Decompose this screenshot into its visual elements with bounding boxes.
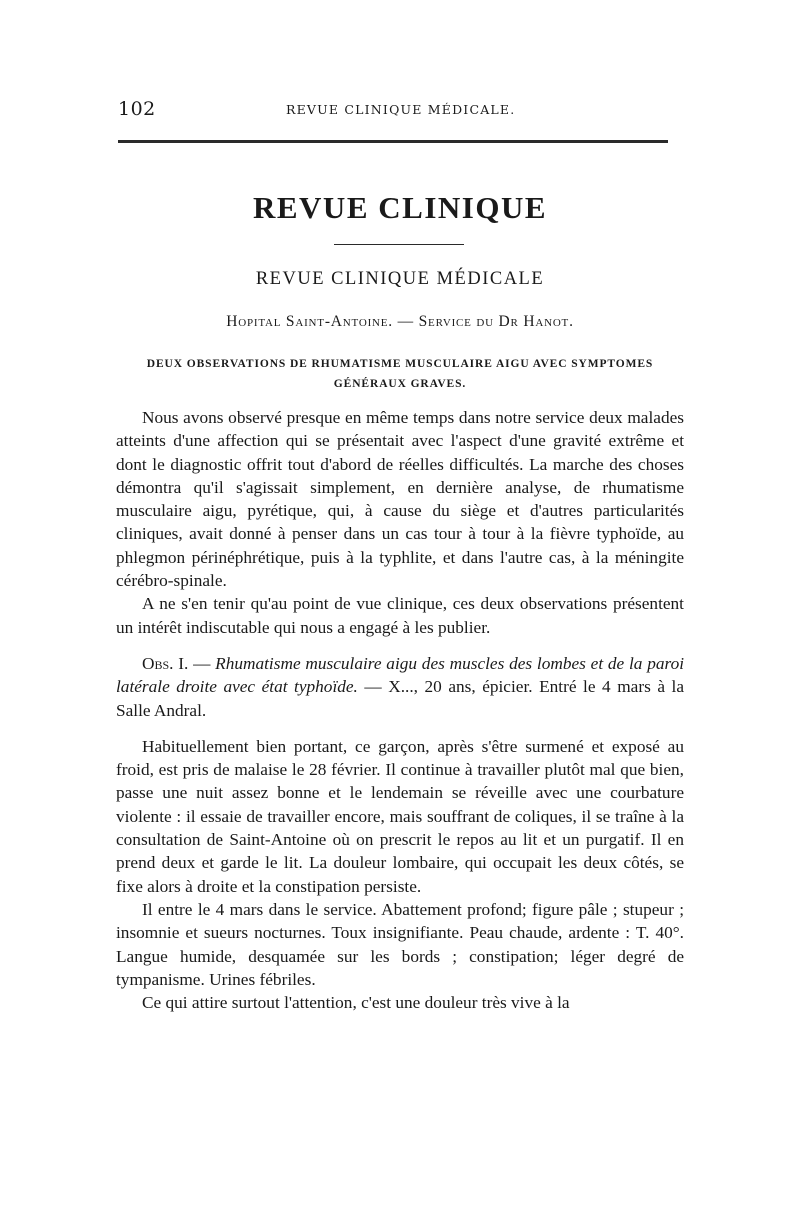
paragraph-interest: A ne s'en tenir qu'au point de vue clinique, ces deux observations présentent un intérêt indiscutable qui nous a engagé à les publier. bbox=[116, 594, 684, 637]
article-body bbox=[116, 406, 684, 1014]
paragraph-intro: Nous avons observé presque en même temps dans notre service deux malades atteints d'une affection qui se présentait avec l'aspect d'une gravité extrême et dont le diagnostic offrit tout d'abord de réelles difficultés. La marche des choses démontra qu'il s'agissait simplement, en dernière analyse, de rhumatisme musculaire aigu, pyrétique, qui, à cause du siège et d'autres particularités cliniques, avait donné à penser dans un cas tour à tour à la fièvre typhoïde, au phlegmon périnéphrétique, puis à la typhlite, et dans l'autre cas, à la méningite cérébro-spinale. bbox=[116, 408, 684, 591]
running-title: REVUE CLINIQUE MÉDICALE. bbox=[286, 102, 516, 117]
paragraph-pain: Ce qui attire surtout l'attention, c'est une douleur très vive à la bbox=[142, 993, 570, 1013]
section-title: REVUE CLINIQUE bbox=[252, 190, 548, 225]
paragraph-admission: Il entre le 4 mars dans le service. Abattement profond; figure pâle ; stupeur ; insomnie et sueurs nocturnes. Toux insignifiante. Peau chaude, ardente : T. 40°. Langue humide, desquamée sur les bords ; constipation; léger degré de tympanisme. Urines fébriles. bbox=[116, 899, 684, 989]
observation-patient: — X..., 20 ans, épicier. Entré le 4 mars à la Salle Andral. bbox=[116, 677, 684, 720]
article-title: DEUX OBSERVATIONS DE RHUMATISME MUSCULAIRE AIGU AVEC SYMPTOMES GÉNÉRAUX GRAVES. bbox=[146, 358, 654, 390]
observation-heading bbox=[116, 652, 684, 722]
observation-label: Obs. I. bbox=[142, 653, 189, 673]
header-rule bbox=[118, 140, 668, 143]
page-number: 102 bbox=[118, 98, 156, 120]
section-rule bbox=[334, 244, 464, 245]
paragraph-history: Habituellement bien portant, ce garçon, après s'être surmené et exposé au froid, est pris de malaise le 28 février. Il continue à travailler plutôt mal que bien, passe une nuit assez bonne et le lendemain se réveille avec une courbature violente : il essaie de travailler encore, mais souffrant de coliques, il se traîne à la consultation de Saint-Antoine où on prescrit le repos au lit et un purgatif. Il en prend deux et garde le lit. La douleur lombaire, qui occupait les deux côtés, se fixe alors à droite et la constipation persiste. bbox=[116, 736, 684, 896]
hospital-line: Hopital Saint-Antoine. — Service du Dr Hanot. bbox=[226, 313, 574, 330]
observation-dash: — bbox=[188, 653, 216, 673]
observation-title: Rhumatisme musculaire aigu des muscles des lombes et de la paroi latérale droite avec état typhoïde. bbox=[116, 653, 685, 697]
running-head bbox=[118, 98, 698, 124]
subsection-title: REVUE CLINIQUE MÉDICALE bbox=[255, 269, 545, 289]
